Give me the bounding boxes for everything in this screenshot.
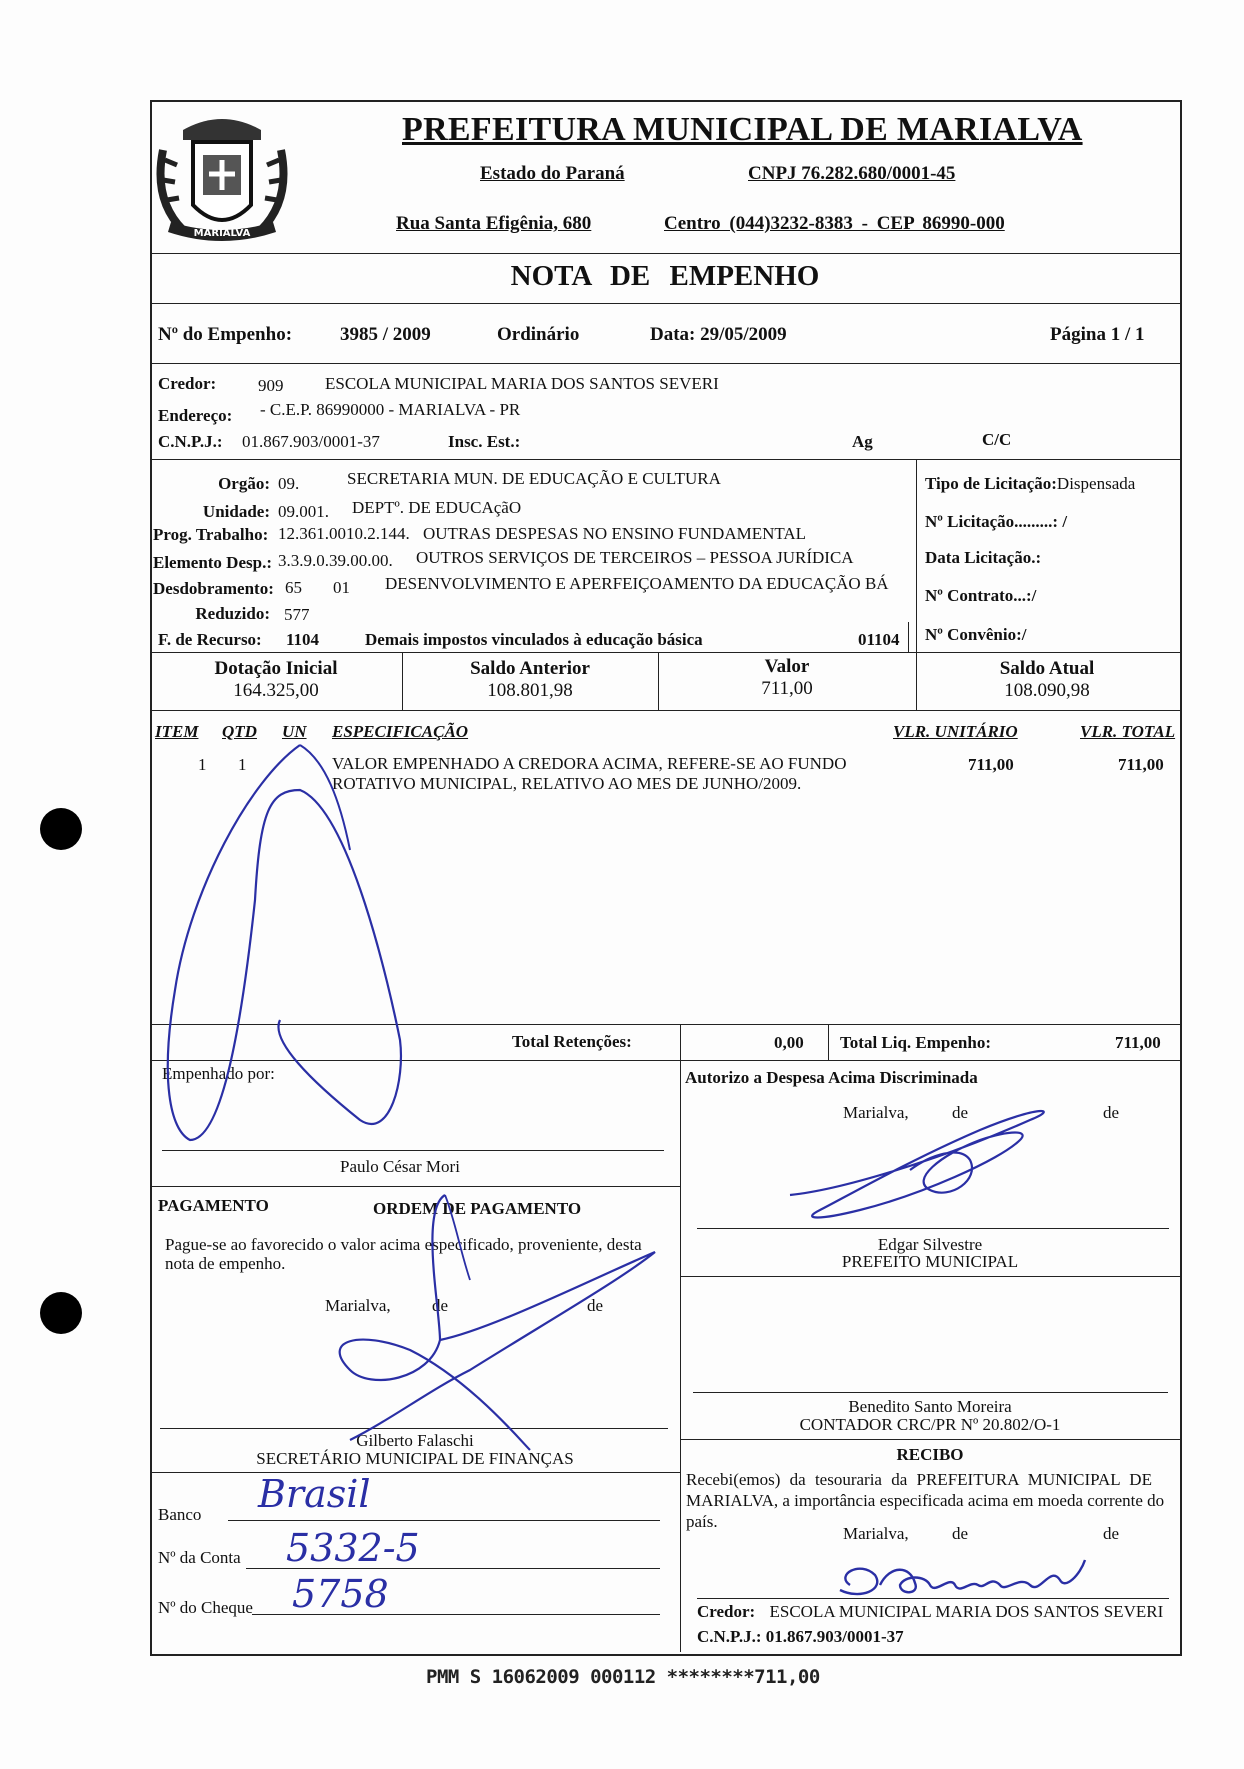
recibo-text-line2: MARIALVA, a importância especificada acima em moeda corrente do bbox=[686, 1491, 1165, 1510]
page-title: PREFEITURA MUNICIPAL DE MARIALVA bbox=[402, 111, 1083, 148]
licitacao-tipo-value: Dispensada bbox=[1056, 474, 1136, 493]
item-qtd: 1 bbox=[238, 755, 247, 774]
elemento-label: Elemento Desp.: bbox=[153, 553, 272, 572]
contrato-number: Nº Contrato...:/ bbox=[925, 586, 1037, 605]
liq-label: Total Liq. Empenho: bbox=[840, 1033, 991, 1052]
pagamento-de1: de bbox=[432, 1296, 449, 1315]
balance-label: Dotação Inicial bbox=[214, 658, 338, 679]
pagamento-place: Marialva, bbox=[325, 1296, 391, 1315]
recurso-code: 1104 bbox=[286, 630, 320, 649]
pagamento-text-line1: Pague-se ao favorecido o valor acima especificado, proveniente, desta bbox=[165, 1235, 642, 1254]
autorizo-role: PREFEITO MUNICIPAL bbox=[841, 1252, 1019, 1271]
credor-address: - C.E.P. 86990000 - MARIALVA - PR bbox=[260, 400, 521, 419]
pagamento-role: SECRETÁRIO MUNICIPAL DE FINANÇAS bbox=[256, 1449, 574, 1468]
licitacao-data: Data Licitação.: bbox=[925, 548, 1042, 567]
convenio-number: Nº Convênio:/ bbox=[925, 625, 1027, 644]
contador-signer: Benedito Santo Moreira bbox=[848, 1397, 1012, 1416]
balance-dotacao bbox=[150, 658, 402, 702]
item-number: 1 bbox=[198, 755, 207, 774]
banco-label: Banco bbox=[158, 1505, 202, 1524]
empenhado-label: Empenhado por: bbox=[162, 1064, 275, 1083]
district-phone-label: Centro (044)3232-8383 - CEP 86990-000 bbox=[664, 213, 1005, 234]
recibo-de1: de bbox=[952, 1524, 969, 1543]
pagamento-text-line2: nota de empenho. bbox=[165, 1254, 286, 1273]
balance-value: 164.325,00 bbox=[233, 680, 319, 701]
ordem-pagamento-label: ORDEM DE PAGAMENTO bbox=[373, 1199, 582, 1218]
licitacao-tipo-label bbox=[925, 474, 1135, 494]
elemento-code: 3.3.9.0.39.00.00. bbox=[278, 551, 393, 570]
recurso-code2: 01104 bbox=[858, 630, 900, 649]
elemento-name: OUTROS SERVIÇOS DE TERCEIROS – PESSOA JURÍDICA bbox=[416, 548, 854, 567]
unidade-label: Unidade: bbox=[202, 502, 270, 521]
prog-name: OUTRAS DESPESAS NO ENSINO FUNDAMENTAL bbox=[423, 524, 807, 543]
credor-label: Credor: bbox=[158, 374, 217, 393]
cheque-label: Nº do Cheque bbox=[158, 1598, 253, 1617]
liq-value: 711,00 bbox=[1115, 1033, 1161, 1052]
recibo-credor-label: Credor: bbox=[697, 1602, 756, 1621]
unidade-code: 09.001. bbox=[278, 502, 329, 521]
desdobramento-code2: 01 bbox=[333, 578, 350, 597]
orgao-code: 09. bbox=[278, 474, 300, 493]
recibo-title: RECIBO bbox=[896, 1445, 964, 1464]
empenhado-name: Paulo César Mori bbox=[340, 1157, 460, 1176]
col-item: ITEM bbox=[155, 722, 199, 741]
col-total-value: VLR. TOTAL bbox=[1080, 722, 1176, 741]
autorizo-place: Marialva, bbox=[843, 1103, 909, 1122]
ag-label: Ag bbox=[852, 432, 873, 451]
pagamento-label: PAGAMENTO bbox=[158, 1196, 269, 1215]
item-total-value: 711,00 bbox=[1118, 755, 1164, 774]
autorizo-de1: de bbox=[952, 1103, 969, 1122]
recibo-place: Marialva, bbox=[843, 1524, 909, 1543]
recibo-text-line3: país. bbox=[686, 1512, 718, 1531]
balance-value: 711,00 bbox=[761, 678, 813, 699]
cheque-value: 5758 bbox=[292, 1572, 389, 1616]
reduzido-label: Reduzido: bbox=[195, 604, 270, 623]
recibo-credor bbox=[697, 1602, 1163, 1622]
cc-label: C/C bbox=[982, 430, 1012, 449]
balance-valor bbox=[658, 656, 916, 700]
validation-stamp: PMM S 16062009 000112 ********711,00 bbox=[426, 1666, 820, 1688]
unidade-name: DEPTº. DE EDUCAçãO bbox=[352, 498, 522, 517]
prog-code: 12.361.0010.2.144. bbox=[278, 524, 410, 543]
cnpj-label: CNPJ 76.282.680/0001-45 bbox=[748, 163, 956, 184]
prog-label: Prog. Trabalho: bbox=[153, 525, 269, 544]
credor-cnpj: 01.867.903/0001-37 bbox=[242, 432, 380, 451]
item-spec-line1: VALOR EMPENHADO A CREDORA ACIMA, REFERE-SE AO FUNDO bbox=[332, 754, 847, 773]
item-unit-value: 711,00 bbox=[968, 755, 1014, 774]
balance-value: 108.801,98 bbox=[487, 680, 573, 701]
recibo-de2: de bbox=[1103, 1524, 1120, 1543]
col-qtd: QTD bbox=[222, 722, 257, 741]
autorizo-label: Autorizo a Despesa Acima Discriminada bbox=[685, 1068, 978, 1087]
credor-name: ESCOLA MUNICIPAL MARIA DOS SANTOS SEVERI bbox=[325, 374, 719, 393]
conta-label: Nº da Conta bbox=[158, 1548, 241, 1567]
municipal-crest-icon bbox=[153, 110, 291, 260]
balance-label: Saldo Atual bbox=[999, 658, 1095, 679]
recurso-label: F. de Recurso: bbox=[158, 630, 262, 649]
retencoes-value: 0,00 bbox=[774, 1033, 804, 1052]
recibo-text-line1: Recebi(emos) da tesouraria da PREFEITURA MUNICIPAL DE bbox=[686, 1470, 1152, 1489]
desdobramento-code1: 65 bbox=[285, 578, 302, 597]
recurso-name: Demais impostos vinculados à educação básica bbox=[365, 630, 703, 649]
balance-value: 108.090,98 bbox=[1004, 680, 1090, 701]
col-unit-value: VLR. UNITÁRIO bbox=[893, 722, 1018, 741]
balance-label: Valor bbox=[764, 656, 810, 677]
desdobramento-name: DESENVOLVIMENTO E APERFEIÇOAMENTO DA EDUCAÇÃO BÁ bbox=[385, 574, 889, 593]
recibo-credor-name: ESCOLA MUNICIPAL MARIA DOS SANTOS SEVERI bbox=[769, 1602, 1164, 1621]
address-field-label: Endereço: bbox=[158, 406, 233, 425]
col-spec: ESPECIFICAÇÃO bbox=[332, 722, 469, 741]
autorizo-signer: Edgar Silvestre bbox=[877, 1235, 983, 1254]
licitacao-tipo-caption: Tipo de Licitação: bbox=[925, 474, 1057, 493]
page-number: Página 1 / 1 bbox=[1050, 324, 1145, 345]
orgao-name: SECRETARIA MUN. DE EDUCAÇÃO E CULTURA bbox=[347, 469, 721, 488]
pagamento-de2: de bbox=[587, 1296, 604, 1315]
recibo-cnpj: C.N.P.J.: 01.867.903/0001-37 bbox=[697, 1627, 904, 1646]
contador-role: CONTADOR CRC/PR Nº 20.802/O-1 bbox=[799, 1415, 1061, 1434]
address-label: Rua Santa Efigênia, 680 bbox=[396, 213, 592, 234]
pagamento-signer: Gilberto Falaschi bbox=[356, 1431, 474, 1450]
insc-label: Insc. Est.: bbox=[448, 432, 521, 451]
banco-value: Brasil bbox=[258, 1472, 371, 1516]
punch-hole-top bbox=[40, 808, 82, 850]
orgao-label: Orgão: bbox=[218, 474, 270, 493]
empenho-number: 3985 / 2009 bbox=[340, 324, 431, 345]
licitacao-numero: Nº Licitação.........: / bbox=[925, 512, 1068, 531]
credor-code: 909 bbox=[258, 376, 284, 395]
item-spec-line2: ROTATIVO MUNICIPAL, RELATIVO AO MES DE JUNHO/2009. bbox=[332, 774, 802, 793]
empenho-date: Data: 29/05/2009 bbox=[650, 324, 787, 345]
balance-label: Saldo Anterior bbox=[470, 658, 590, 679]
col-un: UN bbox=[282, 722, 307, 741]
credor-cnpj-label: C.N.P.J.: bbox=[158, 432, 223, 451]
svg-text:MARIALVA: MARIALVA bbox=[193, 228, 251, 239]
balance-saldo-anterior bbox=[402, 658, 658, 702]
reduzido-value: 577 bbox=[284, 605, 310, 624]
balance-saldo-atual bbox=[916, 658, 1178, 702]
empenho-type: Ordinário bbox=[497, 324, 580, 345]
conta-value: 5332-5 bbox=[286, 1526, 420, 1570]
desdobramento-label: Desdobramento: bbox=[153, 579, 274, 598]
retencoes-label: Total Retenções: bbox=[512, 1032, 632, 1051]
empenho-number-label: Nº do Empenho: bbox=[158, 324, 293, 345]
state-label: Estado do Paraná bbox=[480, 163, 625, 184]
punch-hole-bottom bbox=[40, 1292, 82, 1334]
doc-title: NOTA DE EMPENHO bbox=[510, 260, 820, 292]
autorizo-de2: de bbox=[1103, 1103, 1120, 1122]
